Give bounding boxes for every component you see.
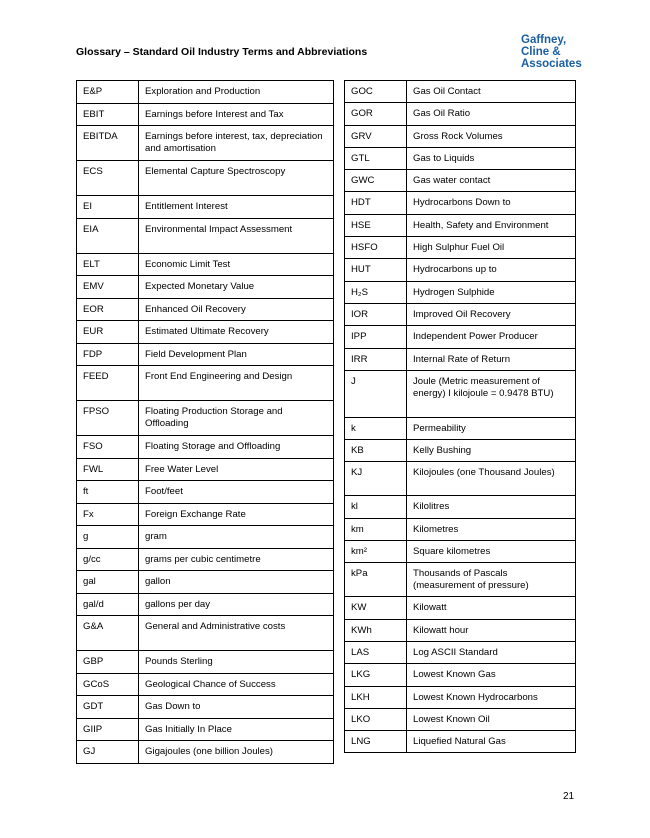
definition-cell: Thousands of Pascals (measurement of pressure) bbox=[407, 563, 576, 597]
definition-cell: Enhanced Oil Recovery bbox=[139, 298, 334, 321]
abbreviation-cell: KWh bbox=[345, 619, 407, 641]
glossary-row bbox=[345, 259, 576, 281]
glossary-row bbox=[77, 593, 334, 616]
abbreviation-cell: GBP bbox=[77, 651, 139, 674]
definition-cell: Independent Power Producer bbox=[407, 326, 576, 348]
definition-cell: Elemental Capture Spectroscopy bbox=[139, 161, 334, 196]
abbreviation-cell: HUT bbox=[345, 259, 407, 281]
abbreviation-cell: LKG bbox=[345, 664, 407, 686]
definition-cell: Improved Oil Recovery bbox=[407, 303, 576, 325]
glossary-table-right bbox=[344, 80, 576, 753]
glossary-row bbox=[345, 597, 576, 619]
glossary-row bbox=[345, 619, 576, 641]
glossary-row bbox=[345, 731, 576, 753]
definition-cell: Liquefied Natural Gas bbox=[407, 731, 576, 753]
abbreviation-cell: KW bbox=[345, 597, 407, 619]
glossary-row bbox=[77, 651, 334, 674]
definition-cell: gallon bbox=[139, 571, 334, 594]
definition-cell: Kilolitres bbox=[407, 496, 576, 518]
glossary-row bbox=[345, 541, 576, 563]
abbreviation-cell: GIIP bbox=[77, 718, 139, 741]
glossary-row bbox=[77, 741, 334, 764]
abbreviation-cell: HDT bbox=[345, 192, 407, 214]
glossary-row bbox=[345, 708, 576, 730]
glossary-row bbox=[345, 81, 576, 103]
abbreviation-cell: KJ bbox=[345, 462, 407, 496]
abbreviation-cell: kl bbox=[345, 496, 407, 518]
abbreviation-cell: KB bbox=[345, 440, 407, 462]
company-logo bbox=[521, 34, 582, 70]
abbreviation-cell: IPP bbox=[345, 326, 407, 348]
abbreviation-cell: EIA bbox=[77, 218, 139, 253]
glossary-row bbox=[345, 370, 576, 417]
abbreviation-cell: EUR bbox=[77, 321, 139, 344]
glossary-row bbox=[345, 237, 576, 259]
definition-cell: Geological Chance of Success bbox=[139, 673, 334, 696]
definition-cell: grams per cubic centimetre bbox=[139, 548, 334, 571]
definition-cell: Pounds Sterling bbox=[139, 651, 334, 674]
glossary-row bbox=[77, 401, 334, 436]
glossary-row bbox=[77, 253, 334, 276]
definition-cell: Earnings before interest, tax, depreciation and amortisation bbox=[139, 126, 334, 161]
abbreviation-cell: GOC bbox=[345, 81, 407, 103]
definition-cell: Entitlement Interest bbox=[139, 196, 334, 219]
abbreviation-cell: ECS bbox=[77, 161, 139, 196]
definition-cell: Gas water contact bbox=[407, 170, 576, 192]
abbreviation-cell: E&P bbox=[77, 81, 139, 104]
abbreviation-cell: EBITDA bbox=[77, 126, 139, 161]
glossary-row bbox=[77, 343, 334, 366]
abbreviation-cell: LKO bbox=[345, 708, 407, 730]
definition-cell: Foreign Exchange Rate bbox=[139, 503, 334, 526]
abbreviation-cell: H₂S bbox=[345, 281, 407, 303]
definition-cell: Lowest Known Gas bbox=[407, 664, 576, 686]
definition-cell: Health, Safety and Environment bbox=[407, 214, 576, 236]
glossary-row bbox=[345, 192, 576, 214]
abbreviation-cell: EOR bbox=[77, 298, 139, 321]
glossary-row bbox=[77, 436, 334, 459]
abbreviation-cell: gal/d bbox=[77, 593, 139, 616]
glossary-row bbox=[77, 548, 334, 571]
definition-cell: Floating Storage and Offloading bbox=[139, 436, 334, 459]
definition-cell: Gas Down to bbox=[139, 696, 334, 719]
glossary-row bbox=[345, 462, 576, 496]
glossary-row bbox=[345, 563, 576, 597]
abbreviation-cell: LKH bbox=[345, 686, 407, 708]
abbreviation-cell: g/cc bbox=[77, 548, 139, 571]
abbreviation-cell: FEED bbox=[77, 366, 139, 401]
abbreviation-cell: HSE bbox=[345, 214, 407, 236]
glossary-row bbox=[345, 303, 576, 325]
definition-cell: Gigajoules (one billion Joules) bbox=[139, 741, 334, 764]
definition-cell: Environmental Impact Assessment bbox=[139, 218, 334, 253]
glossary-row bbox=[345, 417, 576, 439]
glossary-row bbox=[345, 440, 576, 462]
definition-cell: Square kilometres bbox=[407, 541, 576, 563]
abbreviation-cell: IOR bbox=[345, 303, 407, 325]
abbreviation-cell: GRV bbox=[345, 125, 407, 147]
definition-cell: Hydrocarbons up to bbox=[407, 259, 576, 281]
definition-cell: General and Administrative costs bbox=[139, 616, 334, 651]
glossary-row bbox=[345, 518, 576, 540]
glossary-row bbox=[77, 673, 334, 696]
definition-cell: Lowest Known Hydrocarbons bbox=[407, 686, 576, 708]
abbreviation-cell: FSO bbox=[77, 436, 139, 459]
glossary-row bbox=[77, 571, 334, 594]
abbreviation-cell: G&A bbox=[77, 616, 139, 651]
glossary-table-left bbox=[76, 80, 334, 764]
abbreviation-cell: k bbox=[345, 417, 407, 439]
glossary-row bbox=[345, 686, 576, 708]
glossary-row bbox=[77, 503, 334, 526]
glossary-row bbox=[77, 196, 334, 219]
page-number: 21 bbox=[563, 791, 575, 802]
glossary-row bbox=[77, 81, 334, 104]
definition-cell: Gas Oil Ratio bbox=[407, 103, 576, 125]
abbreviation-cell: IRR bbox=[345, 348, 407, 370]
definition-cell: Gross Rock Volumes bbox=[407, 125, 576, 147]
abbreviation-cell: GCoS bbox=[77, 673, 139, 696]
glossary-row bbox=[77, 526, 334, 549]
glossary-row bbox=[77, 481, 334, 504]
definition-cell: Permeability bbox=[407, 417, 576, 439]
glossary-row bbox=[77, 298, 334, 321]
glossary-row bbox=[77, 126, 334, 161]
definition-cell: Free Water Level bbox=[139, 458, 334, 481]
definition-cell: Foot/feet bbox=[139, 481, 334, 504]
definition-cell: Gas Oil Contact bbox=[407, 81, 576, 103]
glossary-row bbox=[345, 103, 576, 125]
glossary-row bbox=[345, 281, 576, 303]
abbreviation-cell: HSFO bbox=[345, 237, 407, 259]
definition-cell: Gas Initially In Place bbox=[139, 718, 334, 741]
definition-cell: Exploration and Production bbox=[139, 81, 334, 104]
abbreviation-cell: km² bbox=[345, 541, 407, 563]
definition-cell: Hydrocarbons Down to bbox=[407, 192, 576, 214]
glossary-row bbox=[345, 664, 576, 686]
glossary-row bbox=[77, 218, 334, 253]
definition-cell: Internal Rate of Return bbox=[407, 348, 576, 370]
glossary-row bbox=[77, 103, 334, 126]
definition-cell: Floating Production Storage and Offloading bbox=[139, 401, 334, 436]
abbreviation-cell: gal bbox=[77, 571, 139, 594]
abbreviation-cell: Fx bbox=[77, 503, 139, 526]
glossary-row bbox=[345, 147, 576, 169]
abbreviation-cell: kPa bbox=[345, 563, 407, 597]
logo-line-2: Cline & bbox=[521, 46, 561, 58]
definition-cell: Expected Monetary Value bbox=[139, 276, 334, 299]
abbreviation-cell: ELT bbox=[77, 253, 139, 276]
definition-cell: Kilowatt bbox=[407, 597, 576, 619]
abbreviation-cell: km bbox=[345, 518, 407, 540]
definition-cell: Gas to Liquids bbox=[407, 147, 576, 169]
abbreviation-cell: LAS bbox=[345, 641, 407, 663]
glossary-row bbox=[345, 496, 576, 518]
definition-cell: Economic Limit Test bbox=[139, 253, 334, 276]
glossary-row bbox=[345, 214, 576, 236]
glossary-row bbox=[77, 276, 334, 299]
definition-cell: High Sulphur Fuel Oil bbox=[407, 237, 576, 259]
definition-cell: Joule (Metric measurement of energy) I kilojoule = 0.9478 BTU) bbox=[407, 370, 576, 417]
definition-cell: Lowest Known Oil bbox=[407, 708, 576, 730]
abbreviation-cell: EBIT bbox=[77, 103, 139, 126]
definition-cell: gallons per day bbox=[139, 593, 334, 616]
glossary-row bbox=[77, 161, 334, 196]
abbreviation-cell: LNG bbox=[345, 731, 407, 753]
definition-cell: Field Development Plan bbox=[139, 343, 334, 366]
glossary-row bbox=[345, 170, 576, 192]
definition-cell: Kilowatt hour bbox=[407, 619, 576, 641]
glossary-row bbox=[77, 616, 334, 651]
glossary-row bbox=[77, 696, 334, 719]
definition-cell: Front End Engineering and Design bbox=[139, 366, 334, 401]
abbreviation-cell: GDT bbox=[77, 696, 139, 719]
definition-cell: Log ASCII Standard bbox=[407, 641, 576, 663]
definition-cell: Earnings before Interest and Tax bbox=[139, 103, 334, 126]
glossary-row bbox=[77, 718, 334, 741]
definition-cell: Estimated Ultimate Recovery bbox=[139, 321, 334, 344]
glossary-row bbox=[345, 125, 576, 147]
abbreviation-cell: GJ bbox=[77, 741, 139, 764]
abbreviation-cell: EMV bbox=[77, 276, 139, 299]
glossary-row bbox=[77, 366, 334, 401]
definition-cell: gram bbox=[139, 526, 334, 549]
page-title: Glossary – Standard Oil Industry Terms and Abbreviations bbox=[76, 46, 368, 58]
abbreviation-cell: FWL bbox=[77, 458, 139, 481]
glossary-row bbox=[77, 321, 334, 344]
glossary-row bbox=[345, 348, 576, 370]
abbreviation-cell: GWC bbox=[345, 170, 407, 192]
logo-line-3: Associates bbox=[521, 58, 582, 70]
abbreviation-cell: FPSO bbox=[77, 401, 139, 436]
abbreviation-cell: EI bbox=[77, 196, 139, 219]
glossary-row bbox=[345, 641, 576, 663]
abbreviation-cell: J bbox=[345, 370, 407, 417]
abbreviation-cell: ft bbox=[77, 481, 139, 504]
abbreviation-cell: FDP bbox=[77, 343, 139, 366]
definition-cell: Kelly Bushing bbox=[407, 440, 576, 462]
abbreviation-cell: GTL bbox=[345, 147, 407, 169]
glossary-row bbox=[77, 458, 334, 481]
definition-cell: Kilojoules (one Thousand Joules) bbox=[407, 462, 576, 496]
definition-cell: Kilometres bbox=[407, 518, 576, 540]
definition-cell: Hydrogen Sulphide bbox=[407, 281, 576, 303]
glossary-row bbox=[345, 326, 576, 348]
logo-line-1: Gaffney, bbox=[521, 34, 567, 46]
abbreviation-cell: GOR bbox=[345, 103, 407, 125]
abbreviation-cell: g bbox=[77, 526, 139, 549]
